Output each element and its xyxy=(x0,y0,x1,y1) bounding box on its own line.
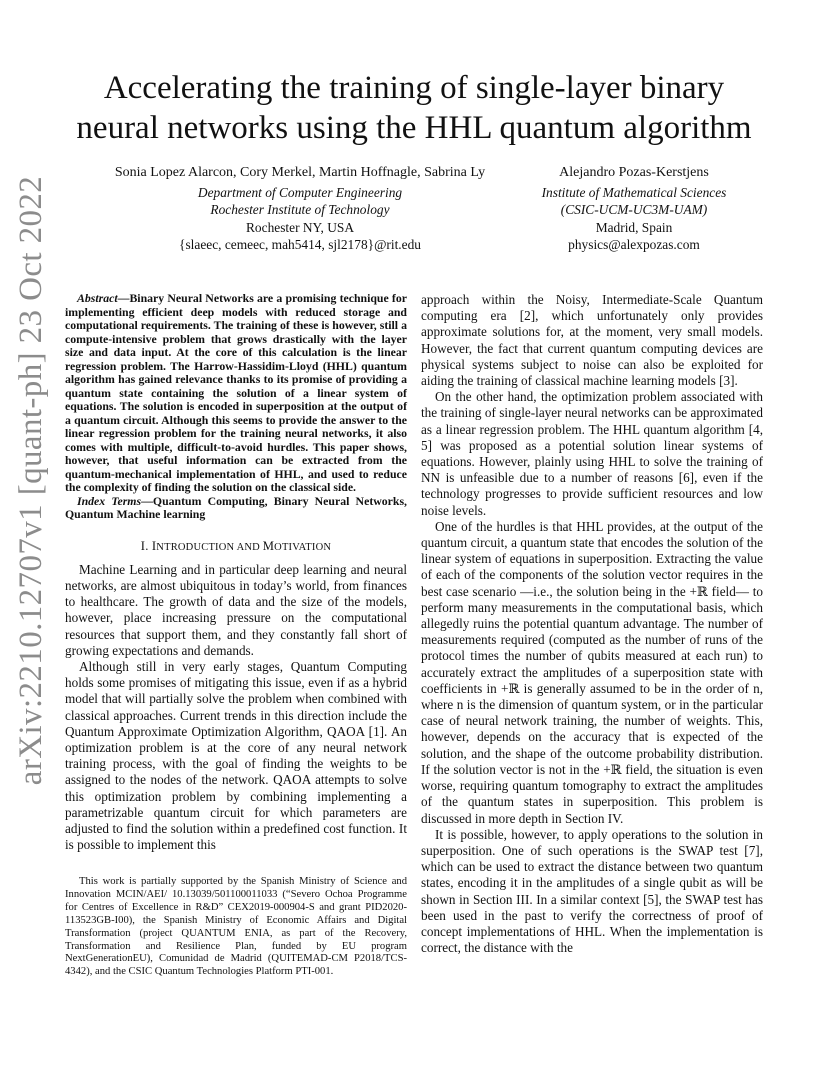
author-location-right: Madrid, Spain xyxy=(595,219,673,235)
intro-paragraph-2: Although still in very early stages, Quantum Computing holds some promises of mitigating this issue, even if as a hybrid model that will partially solve the problem when combined with classical approaches. Current trends in this direction include the Quantum Approximate Optimization Algorithm, QAOA [1]. An optimization problem is at the core of any neural network training process, with the goal of finding the weights to be assigned to the nodes of the network. QAOA attempts to solve this optimization problem by combining implementing a parametrizable quantum circuit for which parameters are adjusted to find the solution within a predefined cost function. It is possible to implement this xyxy=(65,658,407,853)
author-institute: Institute of Mathematical Sciences xyxy=(541,184,727,200)
funding-footnote xyxy=(65,876,407,979)
abstract-lead: Abstract xyxy=(77,291,118,305)
right-paragraph-1: approach within the Noisy, Intermediate-Scale Quantum computing era [2], which unfortunately only provides approximate solutions for, at the moment, very small models. However, the fact that current quantum computing devices are physical systems subject to noise can also be exploited for aiding the training of classical machine learning models [3]. xyxy=(421,292,763,389)
author-emails-left: {slaeec, cemeec, mah5414, sjl2178}@rit.edu xyxy=(179,237,421,253)
intro-paragraph-1: Machine Learning and in particular deep learning and neural networks, are almost ubiquitous in today’s world, from finances to healthcare. The growth of data and the size of the models, however, place increasing pressure on the computational resources that support them, and they constantly fall short of growing expectations and demands. xyxy=(65,561,407,658)
author-block-right xyxy=(524,164,744,254)
section-title-part-1: NTRODUCTION AND xyxy=(156,541,263,553)
arxiv-identifier-text: arXiv:2210.12707v1 [quant-ph] 23 Oct 2022 xyxy=(13,175,50,785)
left-column xyxy=(65,292,407,853)
index-terms xyxy=(65,495,407,522)
section-heading-introduction xyxy=(65,538,407,556)
index-terms-lead: Index Terms xyxy=(77,493,142,508)
index-terms-text: —Quantum Computing, Binary Neural Networks, Quantum Machine learning xyxy=(65,493,407,521)
author-email-right: physics@alexpozas.com xyxy=(568,237,700,253)
section-title-part-3: OTIVATION xyxy=(274,541,332,553)
author-institute-code: (CSIC-UCM-UC3M-UAM) xyxy=(560,202,708,218)
right-paragraph-2: On the other hand, the optimization problem associated with the training of single-layer neural networks can be approximated as a linear regression problem. The HHL quantum algorithm [4, 5] was proposed as a potential solution linear systems of equations. However, plainly using HHL to solve the training of NN is unfeasible due to a number of reasons [6], even if the technology progresses to provide sufficient resources and low noise levels. xyxy=(421,389,763,518)
paper-title xyxy=(64,68,764,148)
paper-title-line-1: Accelerating the training of single-layer binary xyxy=(103,70,725,106)
author-location-left: Rochester NY, USA xyxy=(246,219,354,235)
author-names-right: Alejandro Pozas-Kerstjens xyxy=(559,165,709,180)
right-column xyxy=(421,292,763,956)
abstract-text: —Binary Neural Networks are a promising technique for implementing efficient deep models with reduced storage and computational requirements. The training of these is however, still a compute-intensive problem that grows drastically with the layer size and data input. At the core of this calculation is the linear regression problem. The Harrow-Hassidim-Lloyd (HHL) quantum algorithm has gained relevance thanks to its promise of providing a quantum state containing the solution of a linear system of equations. The solution is encoded in superposition at the output of a quantum circuit. Although this seems to provide the answer to the linear regression problem for the training neural networks, it also comes with multiple, difficult-to-avoid hurdles. This paper shows, however, that useful information can be extracted from the quantum-mechanical implementation of HHL, and used to reduce the complexity of finding the solution on the classical side. xyxy=(65,291,407,494)
author-institution: Rochester Institute of Technology xyxy=(210,202,390,218)
arxiv-identifier xyxy=(6,175,58,785)
right-paragraph-3: One of the hurdles is that HHL provides, at the output of the quantum circuit, a quantum state that encodes the solution of the linear system of equations in superposition. Extracting the value of each of the components of the solution vector requires in the best case scenario —i.e., the solution being in the +ℝ field— to perform many measurements in the computational basis, which allegedly ruins the potential quantum advantage. The number of measurements required (computed as the number of runs of the protocol times the number of qubits measured at each run) to accurately extract the amplitudes of a superposition state with coefficients in +ℝ is generally assumed to be in the order of n, where n is the dimension of quantum system, or in the particular case of neural network training, the number of weights. This, however, depends on the accuracy that is expected of the solution, and the shape of the outcome probability distribution. If the solution vector is not in the +ℝ field, the situation is even worse, requiring quantum tomography to extract the amplitudes of the quantum states in superposition. This problem is discussed in more depth in Section IV. xyxy=(421,518,763,826)
author-names-left: Sonia Lopez Alarcon, Cory Merkel, Martin Hoffnagle, Sabrina Ly xyxy=(114,165,486,180)
section-title-part-2: M xyxy=(262,538,275,553)
author-block-left xyxy=(88,164,512,254)
paper-title-line-2: neural networks using the HHL quantum algorithm xyxy=(76,110,752,146)
abstract xyxy=(65,292,407,495)
section-number: I. I xyxy=(140,538,157,553)
right-paragraph-4: It is possible, however, to apply operations to the solution in superposition. One of such operations is the SWAP test [7], which can be used to extract the distance between two quantum states, encoding it in the amplitudes of a single qubit as will be shown in Section III. In a similar context [5], the SWAP test has been used in the past to verify the correctness of proof of concept implementations of HHL. When the implementation is correct, the distance with the xyxy=(421,826,763,956)
author-department: Department of Computer Engineering xyxy=(197,184,403,200)
funding-footnote-text: This work is partially supported by the Spanish Ministry of Science and Innovation MCIN/AEI/ 10.13039/501100011033 (“Severo Ochoa Programme for Centres of Excellence in R&D” CEX2019-000904-S and grant PID2020-113523GB-I00), the Spanish Ministry of Economic Affairs and Digital Transformation (project QUANTUM ENIA, as part of the Recovery, Transformation and Resilience Plan, funded by EU program NextGenerationEU), Comunidad de Madrid (QUITEMAD-CM P2018/TCS-4342), and the CSIC Quantum Technologies Platform PTI-001. xyxy=(65,876,407,978)
